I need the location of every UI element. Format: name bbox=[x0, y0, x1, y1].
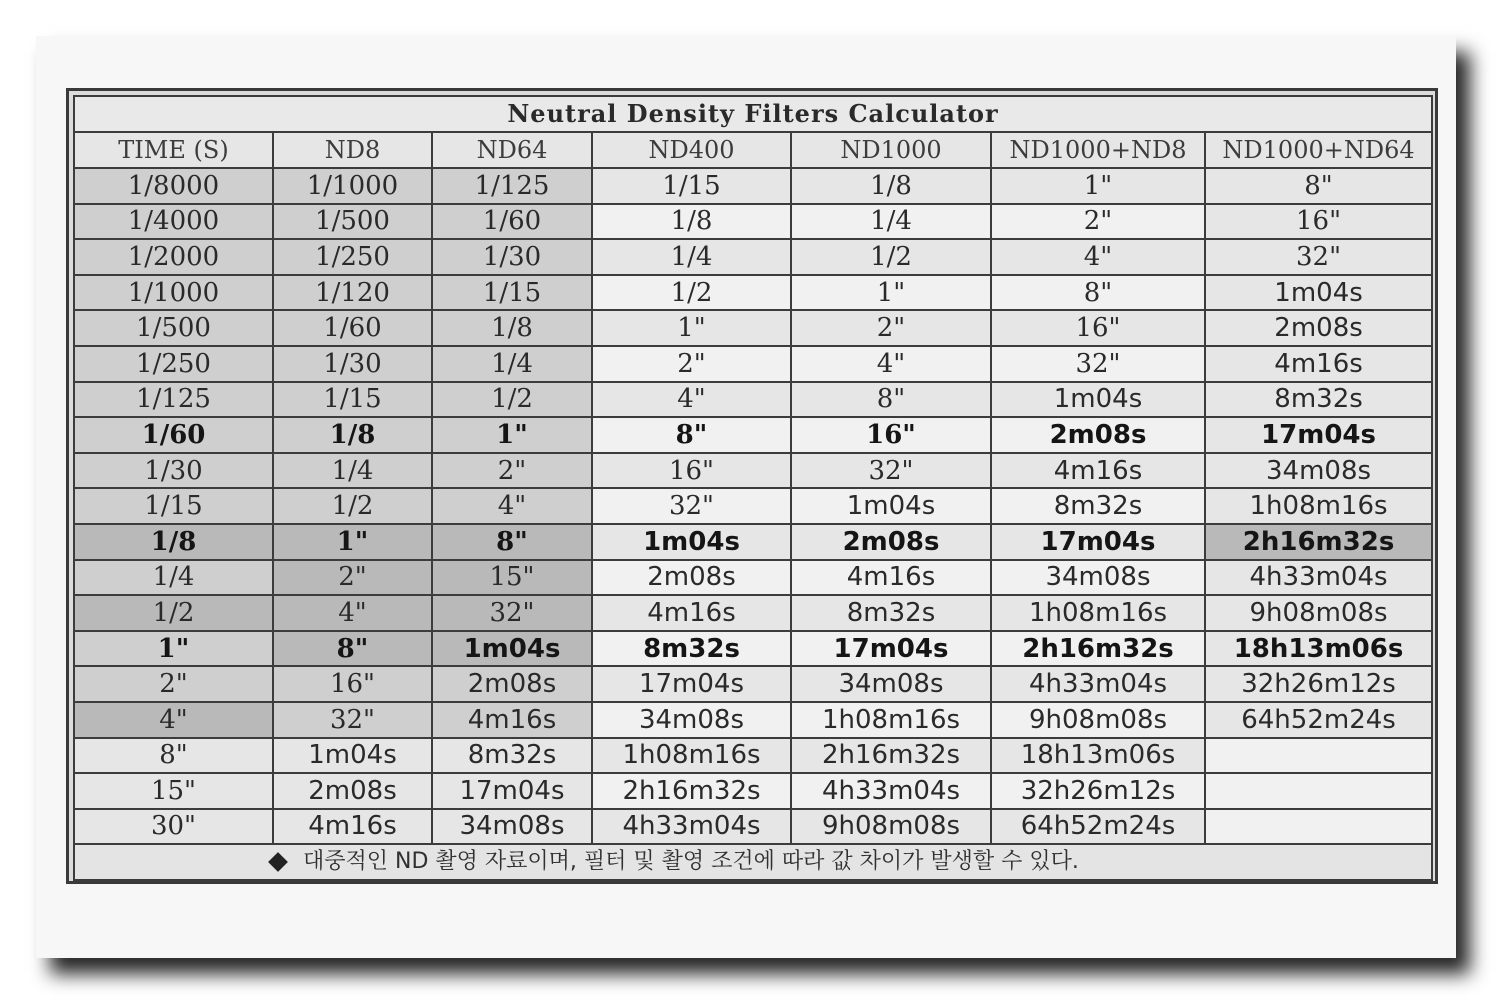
nd-value-cell: 8m32s bbox=[991, 488, 1205, 524]
time-cell: 1/4 bbox=[74, 560, 273, 596]
nd-filter-table bbox=[73, 95, 1433, 881]
time-cell: 2" bbox=[74, 666, 273, 702]
nd-value-cell: 1m04s bbox=[991, 382, 1205, 418]
nd-value-cell bbox=[1205, 738, 1432, 774]
table-title: Neutral Density Filters Calculator bbox=[74, 96, 1432, 132]
nd-value-cell: 64h52m24s bbox=[1205, 702, 1432, 738]
table-row bbox=[74, 453, 1432, 489]
nd-value-cell: 34m08s bbox=[1205, 453, 1432, 489]
nd-value-cell: 16" bbox=[1205, 204, 1432, 240]
table-row bbox=[74, 524, 1432, 560]
nd-value-cell: 2m08s bbox=[432, 666, 592, 702]
time-cell: 8" bbox=[74, 738, 273, 774]
nd-value-cell: 4h33m04s bbox=[1205, 560, 1432, 596]
nd-value-cell: 2m08s bbox=[991, 417, 1205, 453]
time-cell: 15" bbox=[74, 773, 273, 809]
nd-value-cell: 1h08m16s bbox=[1205, 488, 1432, 524]
nd-value-cell: 2" bbox=[991, 204, 1205, 240]
column-header: ND64 bbox=[432, 132, 592, 168]
nd-value-cell: 9h08m08s bbox=[791, 809, 991, 845]
nd-value-cell: 2" bbox=[592, 346, 791, 382]
nd-value-cell: 1h08m16s bbox=[592, 738, 791, 774]
nd-value-cell: 32" bbox=[791, 453, 991, 489]
nd-value-cell: 32" bbox=[592, 488, 791, 524]
nd-value-cell: 1" bbox=[592, 310, 791, 346]
nd-value-cell: 1/8 bbox=[592, 204, 791, 240]
nd-value-cell: 34m08s bbox=[432, 809, 592, 845]
time-cell: 4" bbox=[74, 702, 273, 738]
nd-value-cell: 2h16m32s bbox=[1205, 524, 1432, 560]
nd-value-cell: 1m04s bbox=[1205, 275, 1432, 311]
nd-value-cell: 18h13m06s bbox=[1205, 631, 1432, 667]
nd-value-cell: 1" bbox=[432, 417, 592, 453]
time-cell: 1/15 bbox=[74, 488, 273, 524]
nd-value-cell: 9h08m08s bbox=[991, 702, 1205, 738]
table-row bbox=[74, 560, 1432, 596]
time-cell: 1/1000 bbox=[74, 275, 273, 311]
diamond-bullet-icon bbox=[268, 852, 288, 872]
table-row bbox=[74, 702, 1432, 738]
nd-value-cell: 1m04s bbox=[432, 631, 592, 667]
nd-value-cell: 4h33m04s bbox=[791, 773, 991, 809]
table-row bbox=[74, 666, 1432, 702]
nd-value-cell: 4" bbox=[273, 595, 432, 631]
nd-value-cell: 2h16m32s bbox=[592, 773, 791, 809]
column-header: ND400 bbox=[592, 132, 791, 168]
nd-value-cell: 2m08s bbox=[592, 560, 791, 596]
footer-text: 대중적인 ND 촬영 자료이며, 필터 및 촬영 조건에 따라 값 차이가 발생할 수 있다. bbox=[303, 849, 1079, 875]
table-row bbox=[74, 310, 1432, 346]
nd-value-cell: 16" bbox=[991, 310, 1205, 346]
nd-value-cell: 8m32s bbox=[592, 631, 791, 667]
table-row bbox=[74, 417, 1432, 453]
nd-value-cell: 2" bbox=[273, 560, 432, 596]
nd-value-cell: 32h26m12s bbox=[991, 773, 1205, 809]
nd-value-cell: 32" bbox=[1205, 239, 1432, 275]
time-cell: 30" bbox=[74, 809, 273, 845]
nd-value-cell: 17m04s bbox=[1205, 417, 1432, 453]
nd-value-cell: 16" bbox=[592, 453, 791, 489]
nd-value-cell: 8" bbox=[1205, 168, 1432, 204]
nd-value-cell: 1" bbox=[273, 524, 432, 560]
table-row bbox=[74, 773, 1432, 809]
table-row bbox=[74, 595, 1432, 631]
time-cell: 1/2 bbox=[74, 595, 273, 631]
time-cell: 1/8000 bbox=[74, 168, 273, 204]
nd-value-cell: 1/2 bbox=[432, 382, 592, 418]
nd-value-cell: 4" bbox=[991, 239, 1205, 275]
time-cell: 1/2000 bbox=[74, 239, 273, 275]
nd-value-cell: 1/2 bbox=[592, 275, 791, 311]
nd-value-cell: 32" bbox=[273, 702, 432, 738]
nd-value-cell: 4m16s bbox=[432, 702, 592, 738]
nd-value-cell: 1/60 bbox=[273, 310, 432, 346]
nd-value-cell: 17m04s bbox=[991, 524, 1205, 560]
table-row bbox=[74, 239, 1432, 275]
nd-value-cell: 1/15 bbox=[592, 168, 791, 204]
nd-value-cell: 1m04s bbox=[273, 738, 432, 774]
nd-value-cell: 1/8 bbox=[791, 168, 991, 204]
nd-value-cell: 1/30 bbox=[273, 346, 432, 382]
nd-value-cell: 1/15 bbox=[432, 275, 592, 311]
nd-value-cell bbox=[1205, 773, 1432, 809]
nd-value-cell: 8" bbox=[791, 382, 991, 418]
column-header: TIME (S) bbox=[74, 132, 273, 168]
table-row bbox=[74, 204, 1432, 240]
nd-value-cell: 18h13m06s bbox=[991, 738, 1205, 774]
nd-value-cell: 32h26m12s bbox=[1205, 666, 1432, 702]
nd-value-cell: 8" bbox=[991, 275, 1205, 311]
nd-value-cell: 15" bbox=[432, 560, 592, 596]
nd-value-cell: 4m16s bbox=[991, 453, 1205, 489]
nd-value-cell: 4m16s bbox=[791, 560, 991, 596]
nd-value-cell: 1" bbox=[991, 168, 1205, 204]
nd-value-cell: 64h52m24s bbox=[991, 809, 1205, 845]
table-row bbox=[74, 738, 1432, 774]
nd-value-cell: 8" bbox=[273, 631, 432, 667]
nd-value-cell: 2m08s bbox=[791, 524, 991, 560]
time-cell: 1/125 bbox=[74, 382, 273, 418]
nd-value-cell: 1/15 bbox=[273, 382, 432, 418]
nd-value-cell: 1/4 bbox=[592, 239, 791, 275]
nd-value-cell: 1/120 bbox=[273, 275, 432, 311]
nd-value-cell: 16" bbox=[273, 666, 432, 702]
nd-value-cell: 2h16m32s bbox=[991, 631, 1205, 667]
time-cell: 1/500 bbox=[74, 310, 273, 346]
nd-value-cell: 8" bbox=[592, 417, 791, 453]
nd-value-cell: 1/4 bbox=[791, 204, 991, 240]
nd-value-cell: 8m32s bbox=[1205, 382, 1432, 418]
nd-value-cell: 2" bbox=[791, 310, 991, 346]
nd-value-cell: 1h08m16s bbox=[791, 702, 991, 738]
time-cell: 1/60 bbox=[74, 417, 273, 453]
nd-value-cell: 4m16s bbox=[273, 809, 432, 845]
nd-value-cell: 1/250 bbox=[273, 239, 432, 275]
nd-value-cell: 17m04s bbox=[592, 666, 791, 702]
nd-value-cell: 1m04s bbox=[791, 488, 991, 524]
nd-value-cell: 1/4 bbox=[273, 453, 432, 489]
table-row bbox=[74, 488, 1432, 524]
nd-value-cell: 32" bbox=[432, 595, 592, 631]
nd-value-cell: 17m04s bbox=[432, 773, 592, 809]
nd-value-cell: 1/1000 bbox=[273, 168, 432, 204]
nd-value-cell bbox=[1205, 809, 1432, 845]
nd-value-cell: 34m08s bbox=[791, 666, 991, 702]
nd-value-cell: 2m08s bbox=[273, 773, 432, 809]
nd-value-cell: 1h08m16s bbox=[991, 595, 1205, 631]
table-row bbox=[74, 631, 1432, 667]
nd-value-cell: 4" bbox=[432, 488, 592, 524]
nd-value-cell: 4h33m04s bbox=[592, 809, 791, 845]
nd-value-cell: 4h33m04s bbox=[991, 666, 1205, 702]
nd-value-cell: 4" bbox=[592, 382, 791, 418]
nd-value-cell: 1/60 bbox=[432, 204, 592, 240]
nd-calculator-sheet bbox=[66, 88, 1438, 884]
time-cell: 1/4000 bbox=[74, 204, 273, 240]
nd-value-cell: 1" bbox=[791, 275, 991, 311]
nd-value-cell: 2h16m32s bbox=[791, 738, 991, 774]
time-cell: 1" bbox=[74, 631, 273, 667]
footer-row bbox=[74, 844, 1432, 880]
table-row bbox=[74, 809, 1432, 845]
nd-value-cell: 9h08m08s bbox=[1205, 595, 1432, 631]
column-header: ND8 bbox=[273, 132, 432, 168]
nd-value-cell: 34m08s bbox=[592, 702, 791, 738]
footer-note bbox=[74, 844, 1432, 880]
header-row bbox=[74, 132, 1432, 168]
column-header: ND1000+ND64 bbox=[1205, 132, 1432, 168]
table-row bbox=[74, 168, 1432, 204]
nd-value-cell: 17m04s bbox=[791, 631, 991, 667]
nd-value-cell: 2m08s bbox=[1205, 310, 1432, 346]
nd-value-cell: 4" bbox=[791, 346, 991, 382]
nd-value-cell: 1m04s bbox=[592, 524, 791, 560]
nd-value-cell: 8" bbox=[432, 524, 592, 560]
nd-value-cell: 1/30 bbox=[432, 239, 592, 275]
nd-value-cell: 32" bbox=[991, 346, 1205, 382]
photo-card bbox=[36, 36, 1456, 958]
nd-value-cell: 8m32s bbox=[791, 595, 991, 631]
nd-value-cell: 1/500 bbox=[273, 204, 432, 240]
nd-value-cell: 34m08s bbox=[991, 560, 1205, 596]
table-row bbox=[74, 382, 1432, 418]
nd-value-cell: 16" bbox=[791, 417, 991, 453]
nd-value-cell: 1/2 bbox=[791, 239, 991, 275]
nd-value-cell: 1/8 bbox=[432, 310, 592, 346]
nd-value-cell: 1/4 bbox=[432, 346, 592, 382]
table-row bbox=[74, 275, 1432, 311]
column-header: ND1000+ND8 bbox=[991, 132, 1205, 168]
time-cell: 1/250 bbox=[74, 346, 273, 382]
time-cell: 1/30 bbox=[74, 453, 273, 489]
nd-value-cell: 8m32s bbox=[432, 738, 592, 774]
nd-value-cell: 2" bbox=[432, 453, 592, 489]
nd-value-cell: 1/2 bbox=[273, 488, 432, 524]
nd-value-cell: 1/8 bbox=[273, 417, 432, 453]
time-cell: 1/8 bbox=[74, 524, 273, 560]
table-row bbox=[74, 346, 1432, 382]
column-header: ND1000 bbox=[791, 132, 991, 168]
nd-value-cell: 4m16s bbox=[1205, 346, 1432, 382]
nd-value-cell: 4m16s bbox=[592, 595, 791, 631]
nd-value-cell: 1/125 bbox=[432, 168, 592, 204]
